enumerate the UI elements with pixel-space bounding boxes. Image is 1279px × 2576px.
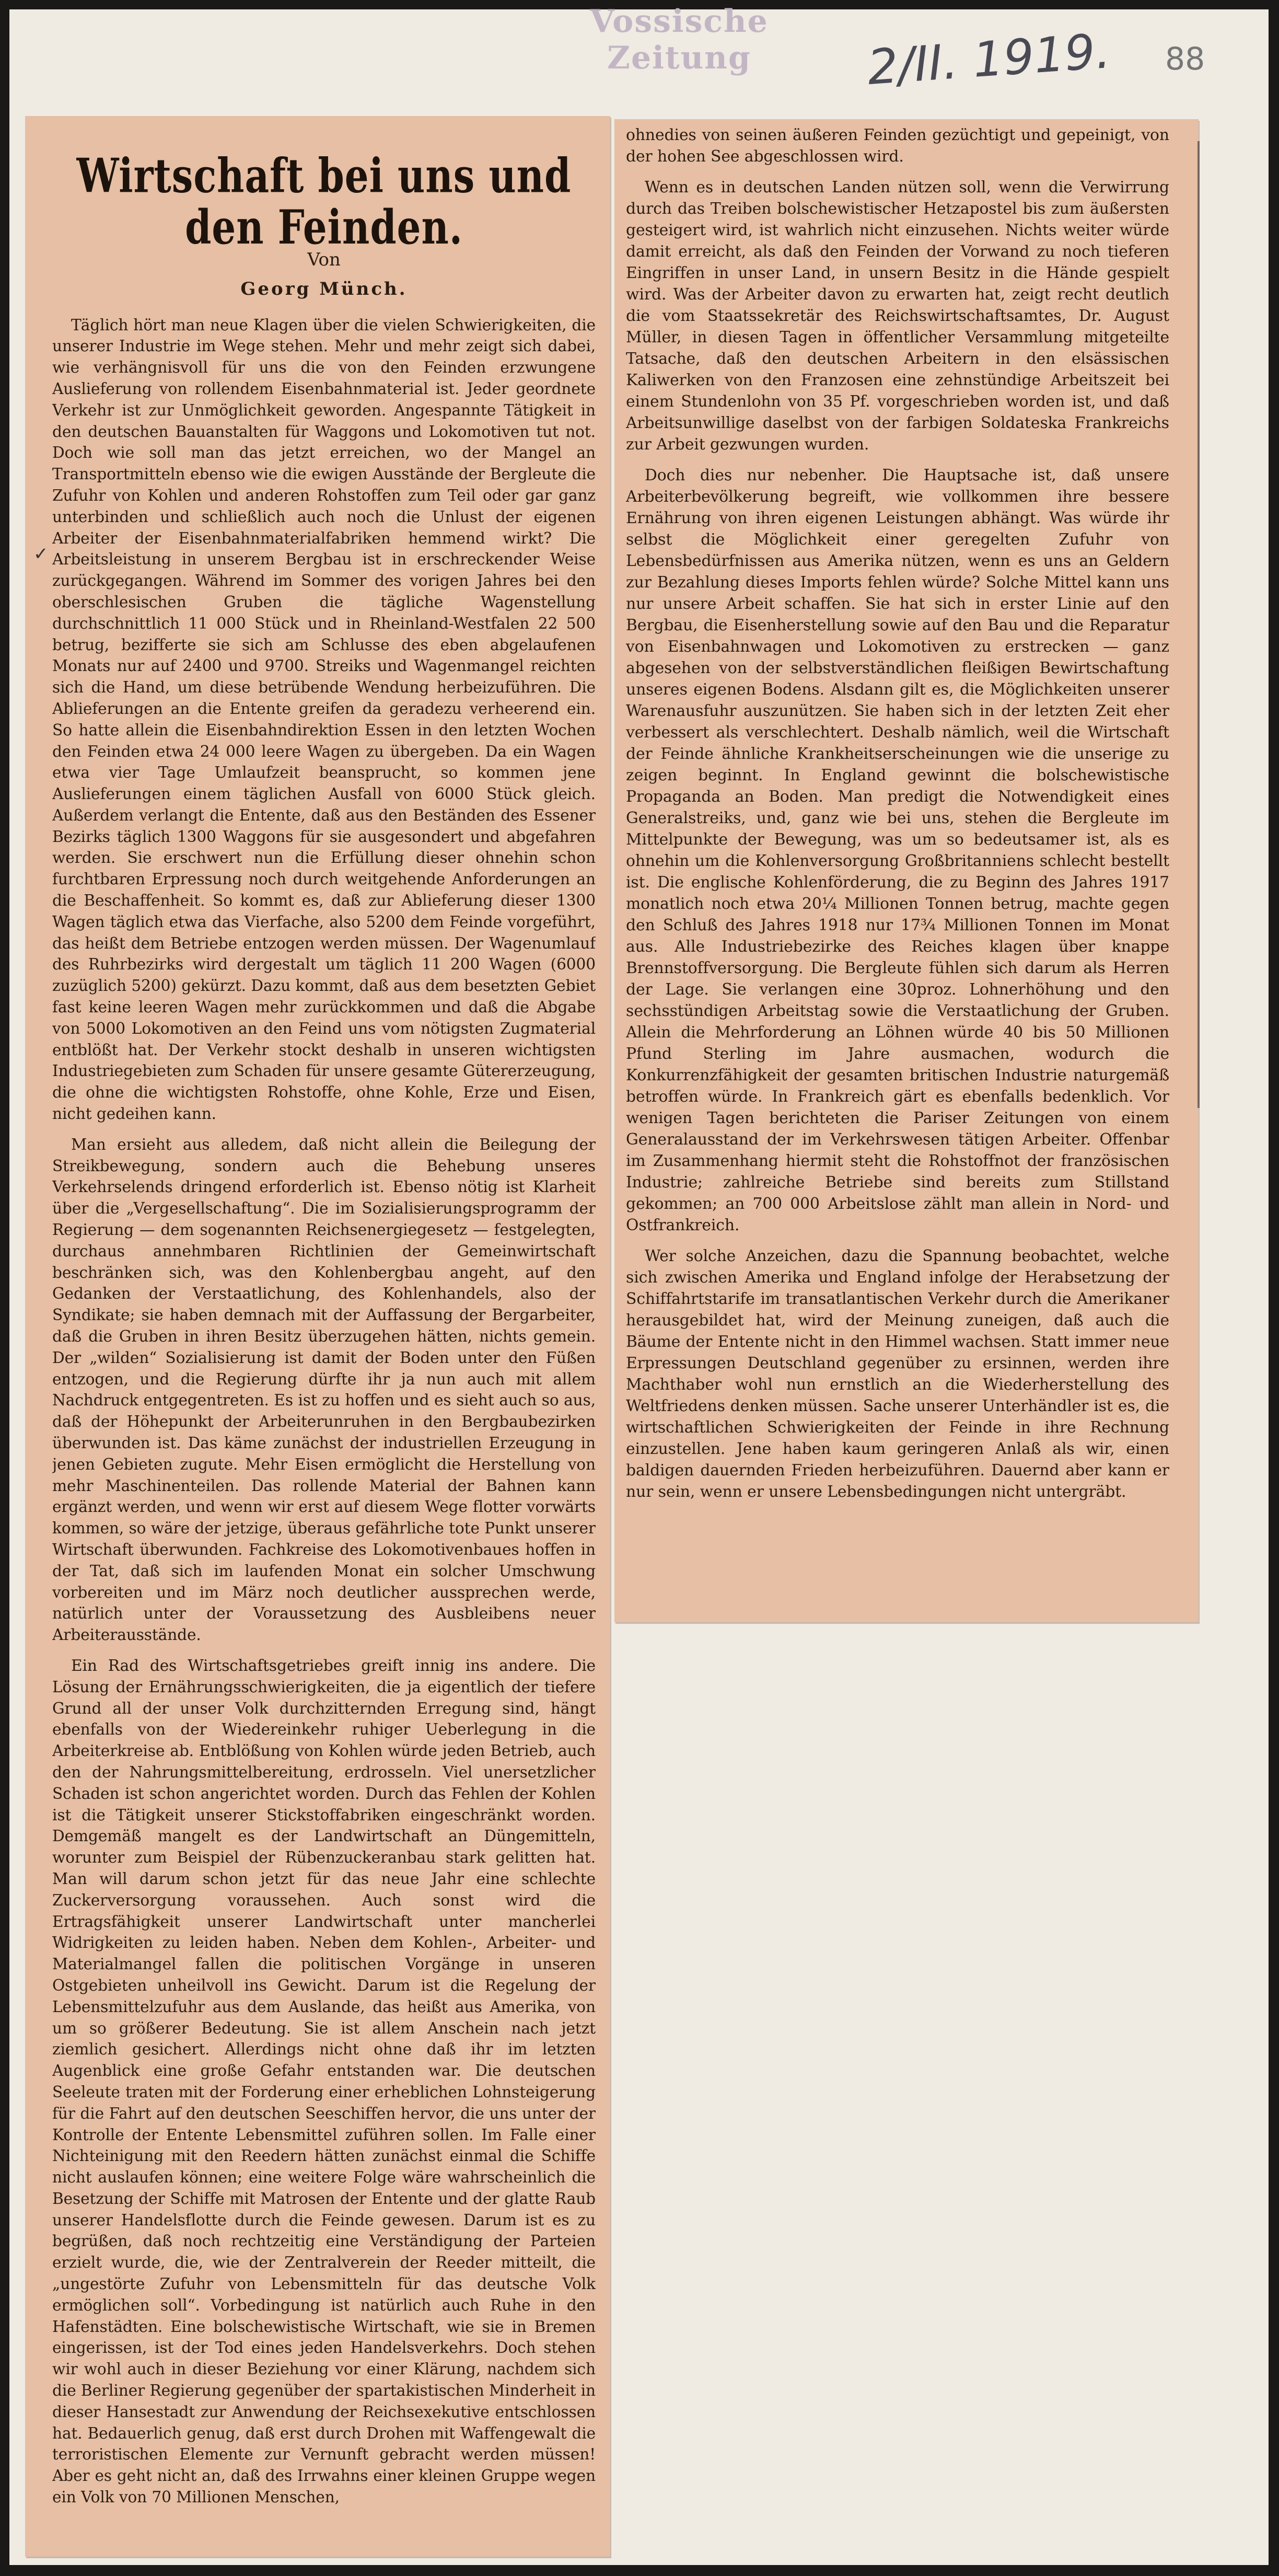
paragraph: Wenn es in deutschen Landen nützen soll, wenn die Verwirrung durch das Treiben bolschewistischer Hetzapostel bis zum äußersten gesteigert wird, ist wahrlich nicht einzusehen. Nichts weiter würde damit erreicht, als daß den Feinden der Vorwand zu noch tieferen Eingriffen in unser Land, in unsern Besitz in die Hände gespielt wird. Was der Arbeiter davon zu erwarten hat, zeigt recht deutlich die vom Staatssekretär des Reichswirtschaftsamtes, Dr. August Müller, in diesen Tagen in öffentlicher Versammlung mitgeteilte Tatsache, daß den deutschen Arbeitern in den elsässischen Kaliwerken von den Franzosen eine zehnstündige Arbeitszeit bei einem Stundenlohn von 35 Pf. vorgeschrieben worden ist, und daß Arbeitsunwillige daselbst von der farbigen Soldateska Frankreichs zur Arbeit gezwungen wurden. (626, 178, 1169, 454)
paragraph: Man ersieht aus alledem, daß nicht allein die Beilegung der Streikbewegung, sondern auch die Behebung unseres Verkehrselends dringend erforderlich ist. Ebenso nötig ist Klarheit über die „Vergesellschaftung“. Die im Sozialisierungsprogramm der Regierung — dem sogenannten Reichsenergiegesetz — festgelegten, durchaus annehmbaren Richtlinien der Gemeinwirtschaft beschränken sich, was den Kohlenbergbau angeht, auf den Gedanken der Verstaatlichung, des Kohlenhandels, also der Syndikate; sie haben demnach mit der Auffassung der Bergarbeiter, daß die Gruben in ihren Besitz überzugehen hätten, nichts gemein. Der „wilden“ Sozialisierung ist damit der Boden unter den Füßen entzogen, und die Regierung dürfte ihr ja nun auch mit allem Nachdruck entgegentreten. Es ist zu hoffen und es sieht auch so aus, daß der Höhepunkt der Arbeiterunruhen in den Bergbaubezirken überwunden ist. Das käme zunächst der industriellen Erzeugung in jenen Gebieten zugute. Mehr Eisen ermöglicht die Herstellung von mehr Maschinenteilen. Das rollende Material der Bahnen kann ergänzt werden, und wenn wir erst auf diesem Wege flotter vorwärts kommen, so wäre der jetzige, überaus gefährliche tote Punkt unserer Wirtschaft überwunden. Fachkreise des Lokomotivenbaues hoffen in der Tat, daß sich im laufenden Monat ein solcher Umschwung vorbereiten und im März noch deutlicher aussprechen werde, natürlich unter der Voraussetzung des Ausbleibens neuer Arbeiterausstände. (52, 1135, 596, 1644)
article-author: Georg Münch. (240, 278, 408, 299)
byline-von: Von (307, 249, 341, 271)
paragraph: Doch dies nur nebenher. Die Hauptsache ist, daß unsere Arbeiterbevölkerung begreift, wie vollkommen ihre bessere Ernährung von ihren eigenen Leistungen abhängt. Was würde ihr selbst die Möglichkeit einer geregelten Zufuhr von Lebensbedürfnissen aus Amerika nützen, wenn es uns an Geldern zur Bezahlung dieses Imports fehlen würde? Solche Mittel kann uns nur unsere Arbeit schaffen. Sie hat sich in erster Linie auf den Bergbau, die Eisenherstellung sowie auf den Bau und die Reparatur von Eisenbahnwagen und Lokomotiven zu erstrecken — ganz abgesehen von der selbstverständlichen fleißigen Bewirtschaftung unseres eigenen Bodens. Alsdann gilt es, die Möglichkeiten unserer Warenausfuhr auszunützen. Sie haben sich in der letzten Zeit eher verbessert als verschlechtert. Deshalb nämlich, weil die Wirtschaft der Feinde ähnliche Krankheitserscheinungen wie die unserige zu zeigen beginnt. In England gewinnt die bolschewistische Propaganda an Boden. Man predigt die Notwendigkeit eines Generalstreiks, und, ganz wie bei uns, stehen die Bergleute im Mittelpunkte der Bewegung, was um so bedeutsamer ist, als es ohnehin um die Kohlenversorgung Großbritanniens schlecht bestellt ist. Die englische Kohlenförderung, die zu Beginn des Jahres 1917 monatlich noch etwa 20¼ Millionen Tonnen betrug, machte gegen den Schluß des Jahres 1918 nur 17¾ Millionen Tonnen im Monat aus. Alle Industriebezirke des Reiches klagen über knappe Brennstoffversorgung. Die Bergleute fühlen sich darum als Herren der Lage. Sie verlangen eine 30proz. Lohnerhöhung und den sechsstündigen Arbeitstag sowie die Verstaatlichung der Gruben. Allein die Mehrforderung an Löhnen würde 40 bis 50 Millionen Pfund Sterling im Jahre ausmachen, wodurch die Konkurrenzfähigkeit der gesamten britischen Industrie naturgemäß betroffen würde. In Frankreich gärt es ebenfalls bedenklich. Vor wenigen Tagen berichteten die Pariser Zeitungen von einem Generalausstand der im Verkehrswesen tätigen Arbeiter. Offenbar im Zusammenhang hiermit steht die Rohstoffnot der französischen Industrie; zahlreiche Betriebe sind bereits zum Stillstand gekommen; an 700 000 Arbeitslose zählt man allein in Nord- und Ostfrankreich. (626, 466, 1169, 1234)
right-column-text (626, 124, 1169, 1612)
handwritten-page-number: 88 (1165, 41, 1205, 77)
newspaper-stamp: Vossische Zeitung (590, 3, 769, 76)
paragraph: ohnedies von seinen äußeren Feinden gezüchtigt und gepeinigt, von der hohen See abgeschlossen wird. (626, 126, 1169, 166)
handwritten-date: 2/II. 1919. (865, 22, 1112, 96)
clipping-left-column (25, 116, 610, 2557)
margin-pencil-line (1197, 141, 1200, 1108)
margin-pencil-tick: ✓ (33, 544, 49, 564)
article-headline: Wirtschaft bei uns und den Feinden. (76, 147, 572, 255)
clipping-right-column (614, 119, 1199, 1622)
paragraph: Täglich hört man neue Klagen über die vielen Schwierigkeiten, die unserer Industrie im Wege stehen. Mehr und mehr zeigt sich dabei, wie verhängnisvoll für uns die von den Feinden erzwungene Auslieferung von rollendem Eisenbahnmaterial ist. Jeder geordnete Verkehr ist zur Unmöglichkeit geworden. Angespannte Tätigkeit in den deutschen Bauanstalten für Waggons und Lokomotiven tut not. Doch wie soll man das jetzt erreichen, wo der Mangel an Transportmitteln ebenso wie die ewigen Ausstände der Bergleute die Zufuhr von Kohlen und anderen Rohstoffen zum Teil oder gar ganz unterbinden und schließlich auch noch die Unlust der eigenen Arbeiter der Eisenbahnmaterialfabriken hemmend wirkt? Die Arbeitsleistung in unserem Bergbau ist in erschreckender Weise zurückgegangen. Während im Sommer des vorigen Jahres bei den oberschlesischen Gruben die tägliche Wagenstellung durchschnittlich 11 000 Stück und in Rheinland-Westfalen 22 500 betrug, bezifferte sie sich am Schlusse des eben abgelaufenen Monats nur auf 2400 und 9700. Streiks und Wagenmangel reichten sich die Hand, um diese betrübende Wendung herbeizuführen. Die Ablieferungen an die Entente greifen da geradezu verheerend ein. So hatte allein die Eisenbahndirektion Essen in den letzten Wochen den Feinden etwa 24 000 leere Wagen zu übergeben. Da ein Wagen etwa vier Tage Umlaufzeit beansprucht, so kommen jene Auslieferungen einem täglichen Ausfall von 6000 Stück gleich. Außerdem verlangt die Entente, daß aus den Beständen des Essener Bezirks täglich 1300 Waggons für sie ausgesondert und abgefahren werden. Sie erschwert nun die Erfüllung dieser ohnehin schon furchtbaren Erpressung noch durch weitgehende Anforderungen an die Beschaffenheit. So kommt es, daß zur Ablieferung dieser 1300 Wagen täglich etwa das Vierfache, also 5200 dem Feinde vorgeführt, das heißt dem Betriebe entzogen werden müssen. Der Wagenumlauf des Ruhrbezirks wird dergestalt um täglich 11 200 Wagen (6000 zuzüglich 5200) gekürzt. Dazu kommt, daß aus dem besetzten Gebiet fast keine leeren Wagen mehr zurückkommen und daß die Abgabe von 5000 Lokomotiven an den Feind uns vom nötigsten Zugmaterial entblößt hat. Der Verkehr stockt deshalb in unseren wichtigsten Industriegebieten zum Schaden für unsere gesamte Gütererzeugung, die ohne die wichtigsten Rohstoffe, ohne Kohle, Erze und Eisen, nicht gedeihen kann. (52, 316, 596, 1123)
paragraph: Wer solche Anzeichen, dazu die Spannung beobachtet, welche sich zwischen Amerika und England infolge der Herabsetzung der Schiffahrtstarife im transatlantischen Verkehr durch die Amerikaner herausgebildet hat, wird der Meinung zuneigen, daß auch die Bäume der Entente nicht in den Himmel wachsen. Statt immer neue Erpressungen Deutschland gegenüber zu ersinnen, werden ihre Machthaber wohl nun ernstlich an die Wiederherstellung des Weltfriedens denken müssen. Sache unserer Unterhändler ist es, die wirtschaftlichen Schwierigkeiten der Feinde in ihre Rechnung einzustellen. Jene haben kaum geringeren Anlaß als wir, einen baldigen dauernden Frieden herbeizuführen. Dauernd aber kann er nur sein, wenn er unsere Lebensbedingungen nicht untergräbt. (626, 1247, 1169, 1501)
paragraph: Ein Rad des Wirtschaftsgetriebes greift innig ins andere. Die Lösung der Ernährungsschwierigkeiten, die ja eigentlich der tiefere Grund all der unser Volk durchzitternden Erregung sind, hängt ebenfalls von der Wiedereinkehr ruhiger Ueberlegung in die Arbeiterkreise ab. Entblößung von Kohlen würde jeden Betrieb, auch den der Nahrungsmittelbereitung, erdrosseln. Viel unersetzlicher Schaden ist schon angerichtet worden. Durch das Fehlen der Kohlen ist die Tätigkeit unserer Stickstoffabriken eingeschränkt worden. Demgemäß mangelt es der Landwirtschaft an Düngemitteln, worunter zum Beispiel der Rübenzuckeranbau stark gelitten hat. Man will darum schon jetzt für das neue Jahr eine schlechte Zuckerversorgung voraussehen. Auch sonst wird die Ertragsfähigkeit unserer Landwirtschaft unter mancherlei Widrigkeiten zu leiden haben. Neben dem Kohlen-, Arbeiter- und Materialmangel fallen die politischen Vorgänge in unseren Ostgebieten unheilvoll ins Gewicht. Darum ist die Regelung der Lebensmittelzufuhr aus dem Auslande, das heißt aus Amerika, von um so größerer Bedeutung. Sie ist allem Anschein nach jetzt ziemlich gesichert. Allerdings nicht ohne daß ihr im letzten Augenblick eine große Gefahr entstanden war. Die deutschen Seeleute traten mit der Forderung einer erheblichen Lohnsteigerung für die Fahrt auf den deutschen Seeschiffen hervor, die uns unter der Kontrolle der Entente Lebensmittel zuführen sollen. Im Falle einer Nichteinigung mit den Reedern hätten zunächst einmal die Schiffe nicht auslaufen können; eine weitere Folge wäre wahrscheinlich die Besetzung der Schiffe mit Matrosen der Entente und der glatte Raub unserer Handelsflotte durch die Feinde gewesen. Darum ist es zu begrüßen, daß noch rechtzeitig eine Verständigung der Parteien erzielt wurde, die, wie der Zentralverein der Reeder mitteilt, die „ungestörte Zufuhr von Lebensmitteln für das deutsche Volk ermöglichen soll“. Vorbedingung ist natürlich auch Ruhe in den Hafenstädten. Eine bolschewistische Wirtschaft, wie sie in Bremen eingerissen, ist der Tod eines jeden Handelsverkehrs. Doch stehen wir wohl auch in dieser Beziehung vor einer Klärung, nachdem sich die Berliner Regierung gegenüber der spartakistischen Minderheit in dieser Hansestadt zur Anwendung der Reichsexekutive entschlossen hat. Bedauerlich genug, daß erst durch Drohen mit Waffengewalt die terroristischen Elemente zur Vernunft gebracht werden müssen! Aber es geht nicht an, daß des Irrwahns einer kleinen Gruppe wegen ein Volk von 70 Millionen Menschen, (52, 1656, 596, 2506)
left-column-text (52, 137, 596, 2546)
